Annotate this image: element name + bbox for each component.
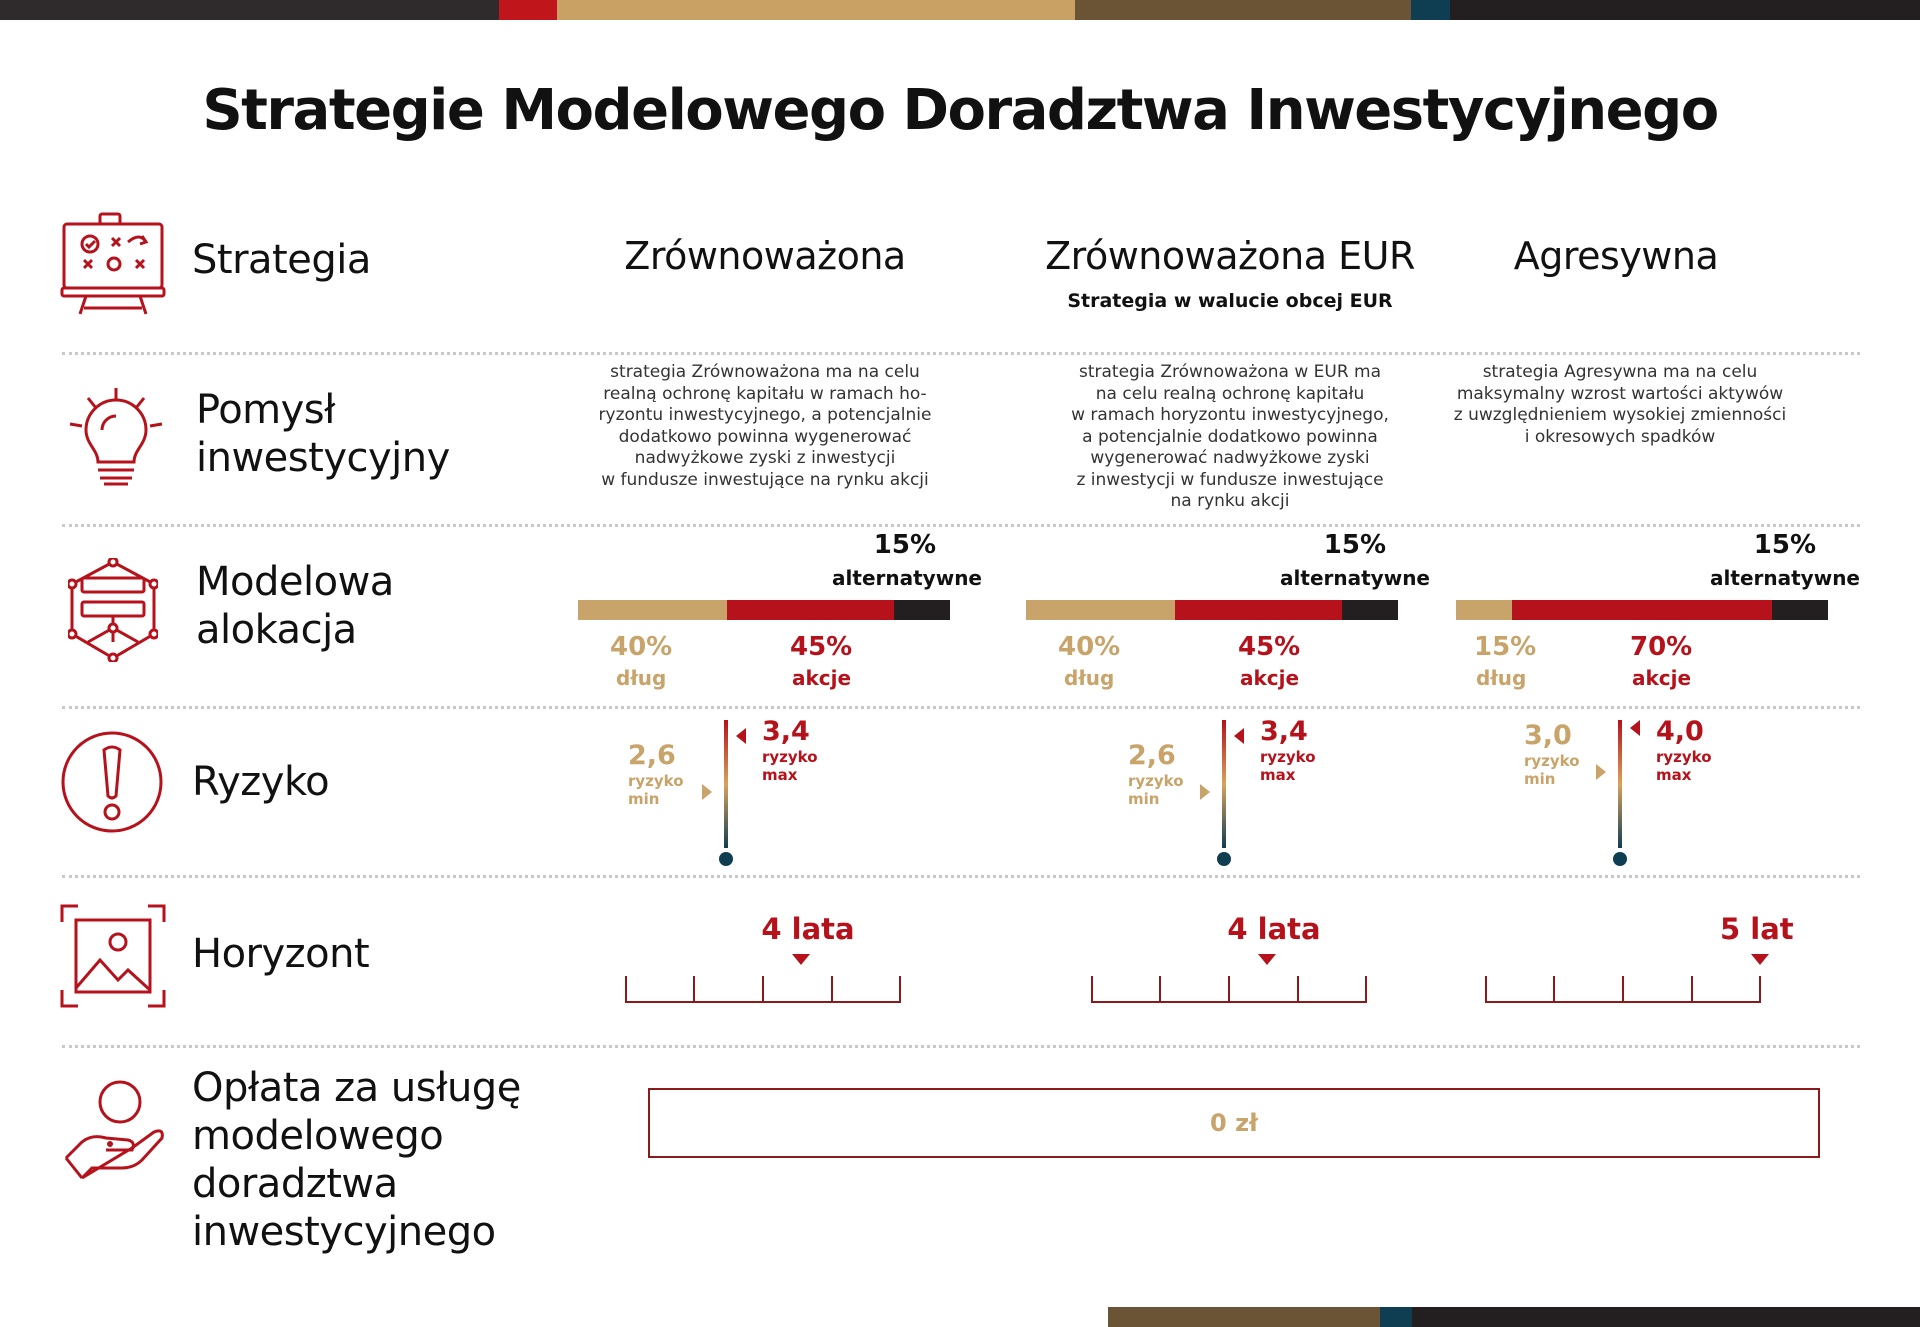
description-line: w fundusze inwestujące na rynku akcji [601,469,929,490]
fee-value-box [648,1088,1820,1158]
description-line: w ramach horyzontu inwestycyjnego, [1071,405,1389,425]
strategy-subtitle: Strategia w walucie obcej EUR [1067,290,1393,312]
page-title: Strategie Modelowego Doradztwa Inwestycyjnego [202,78,1718,143]
risk-max-label-2: max [762,766,798,784]
alt-pct: 15% [1753,530,1816,560]
equity-pct: 45% [1238,632,1301,662]
alt-pct: 15% [873,530,936,560]
color-bar-segment [0,0,499,20]
row-label-idea-line2: inwestycyjny [196,435,450,481]
risk-min-value: 3,0 [1524,720,1572,751]
risk-thermometer-bulb [1217,852,1231,866]
description-line: a potencjalnie dodatkowo powinna [1082,426,1378,447]
horizon-scale [624,974,902,1004]
risk-min-label-2: min [628,790,660,808]
debt-segment [1456,600,1512,620]
risk-min-pointer [1200,784,1210,800]
risk-max-pointer [1234,728,1244,744]
description-line: na celu realną ochronę kapitału [1095,383,1365,404]
alt-label: alternatywne [1710,566,1860,590]
description-line: na rynku akcji [1170,491,1290,511]
row-label-allocation-line1: Modelowa [196,559,394,605]
description-line: nadwyżkowe zyski z inwestycji [634,448,896,468]
risk-max-label-1: ryzyko [762,748,818,766]
allocation-bar [1456,600,1828,620]
network-icon [68,558,158,662]
row-divider [62,706,1860,709]
debt-label: dług [1476,666,1527,690]
horizon-marker [1258,954,1276,965]
strategy-board-icon [60,212,166,316]
horizon-label: 5 lat [1720,912,1794,946]
strategy-name: Agresywna [1513,234,1719,278]
risk-min-label [628,772,684,808]
description-line: strategia Zrównoważona ma na celu [610,362,920,382]
strategy-description [1440,362,1800,448]
description-line: strategia Agresywna ma na celu [1482,362,1758,382]
fee-value: 0 zł [1210,1109,1258,1137]
horizon-scale [1484,974,1762,1004]
row-label-fee-line4: inwestycyjnego [192,1209,496,1255]
horizon-scale [1090,974,1368,1004]
debt-label: dług [616,666,667,690]
equity-segment [727,600,894,620]
alt-label: alternatywne [1280,566,1430,590]
row-label-fee-line1: Opłata za usługę [192,1065,521,1111]
description-line: dodatkowo powinna wygenerować [618,426,912,447]
strategy-name: Zrównoważona [624,234,906,278]
risk-max-label [1656,748,1712,784]
row-label-allocation [196,558,394,654]
equity-segment [1175,600,1342,620]
strategy-description [560,362,970,491]
row-divider [62,524,1860,527]
lightbulb-icon [68,386,164,490]
risk-thermometer-bulb [1613,852,1627,866]
risk-max-label-1: ryzyko [1260,748,1316,766]
row-label-horizon: Horyzont [192,931,370,977]
exclamation-icon [60,730,164,834]
risk-min-label-1: ryzyko [628,772,684,790]
horizon-label: 4 lata [1227,912,1321,946]
allocation-bar [1026,600,1398,620]
alt-segment [1342,600,1398,620]
row-divider [62,875,1860,878]
row-label-risk: Ryzyko [192,759,330,805]
equity-pct: 70% [1630,632,1693,662]
risk-min-label [1524,752,1580,788]
risk-max-label [1260,748,1316,784]
risk-min-value: 2,6 [1128,740,1176,771]
equity-label: akcje [1240,666,1300,690]
risk-max-pointer [736,728,746,744]
risk-min-label [1128,772,1184,808]
description-line: z uwzględnieniem wysokiej zmienności [1453,405,1787,425]
risk-thermometer [1618,720,1622,848]
row-label-idea-line1: Pomysł [196,387,336,433]
row-divider [62,1045,1860,1048]
risk-max-pointer [1630,720,1640,736]
risk-thermometer [724,720,728,848]
horizon-marker [792,954,810,965]
equity-label: akcje [1632,666,1692,690]
hand-coin-icon [62,1080,166,1180]
top-color-bar [0,0,1920,20]
color-bar-segment [557,0,1075,20]
risk-min-label-1: ryzyko [1524,752,1580,770]
risk-max-label-2: max [1656,766,1692,784]
alt-label: alternatywne [832,566,982,590]
description-line: strategia Zrównoważona w EUR ma [1078,362,1382,382]
equity-pct: 45% [790,632,853,662]
debt-segment [1026,600,1175,620]
color-bar-segment [1075,0,1411,20]
risk-max-label-1: ryzyko [1656,748,1712,766]
equity-segment [1512,600,1772,620]
row-label-fee [192,1064,521,1256]
row-divider [62,352,1860,355]
debt-pct: 15% [1474,632,1537,662]
row-label-fee-line2: modelowego [192,1113,444,1159]
description-line: wygenerować nadwyżkowe zyski [1090,448,1370,468]
color-bar-segment [499,0,557,20]
alt-segment [1772,600,1828,620]
allocation-bar [578,600,950,620]
strategy-name: Zrównoważona EUR [1045,234,1415,278]
row-label-idea [196,386,450,482]
risk-thermometer [1222,720,1226,848]
description-line: maksymalny wzrost wartości aktywów [1456,383,1784,404]
risk-min-label-2: min [1128,790,1160,808]
color-bar-segment [1380,1307,1412,1327]
image-icon [60,904,166,1008]
risk-min-pointer [702,784,712,800]
risk-min-value: 2,6 [628,740,676,771]
color-bar-segment [1108,1307,1380,1327]
risk-min-label-1: ryzyko [1128,772,1184,790]
row-label-fee-line3: doradztwa [192,1161,398,1207]
color-bar-segment [1450,0,1920,20]
alt-segment [894,600,950,620]
risk-max-value: 3,4 [1260,716,1308,747]
debt-pct: 40% [1058,632,1121,662]
row-label-allocation-line2: alokacja [196,607,357,653]
risk-max-label [762,748,818,784]
risk-max-label-2: max [1260,766,1296,784]
risk-min-label-2: min [1524,770,1556,788]
risk-thermometer-bulb [719,852,733,866]
horizon-label: 4 lata [761,912,855,946]
bottom-color-bar [1108,1307,1920,1327]
horizon-marker [1751,954,1769,965]
color-bar-segment [1412,1307,1920,1327]
row-label-strategy: Strategia [192,237,371,283]
description-line: z inwestycji w fundusze inwestujące [1076,469,1384,490]
debt-pct: 40% [610,632,673,662]
description-line: realną ochronę kapitału w ramach ho- [603,383,927,404]
risk-max-value: 3,4 [762,716,810,747]
risk-max-value: 4,0 [1656,716,1704,747]
risk-min-pointer [1596,764,1606,780]
debt-label: dług [1064,666,1115,690]
description-line: ryzontu inwestycyjnego, a potencjalnie [598,405,932,425]
description-line: i okresowych spadków [1524,426,1716,447]
alt-pct: 15% [1323,530,1386,560]
debt-segment [578,600,727,620]
color-bar-segment [1411,0,1449,20]
strategy-description [1025,362,1435,513]
equity-label: akcje [792,666,852,690]
